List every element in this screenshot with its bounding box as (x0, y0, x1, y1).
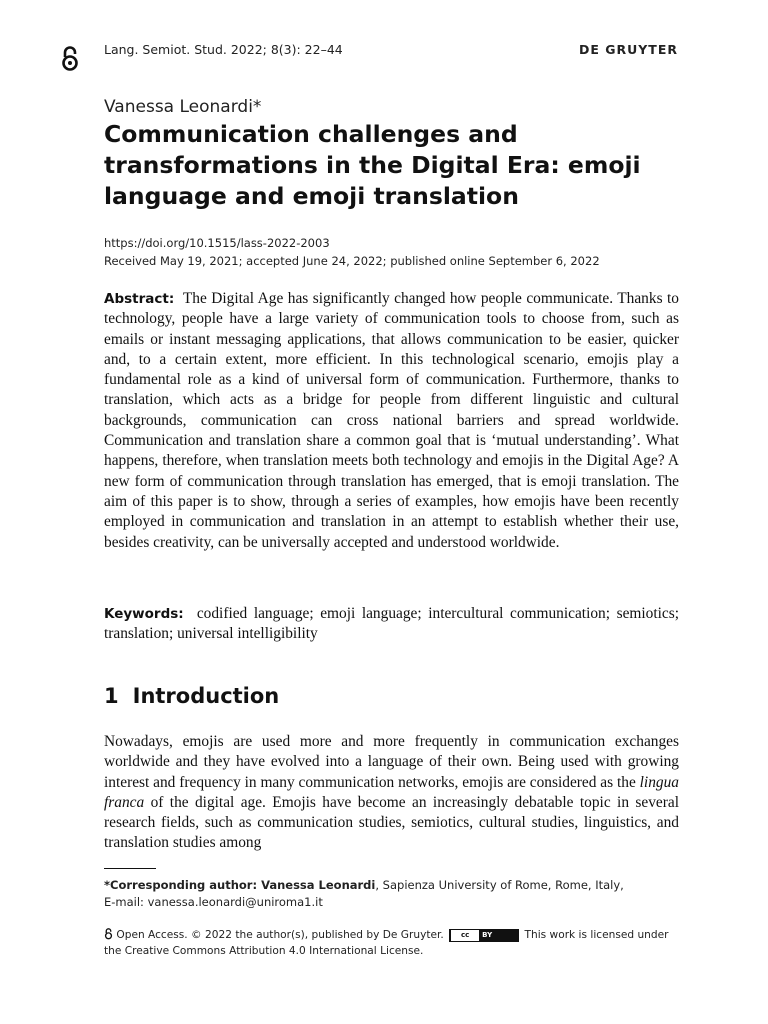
intro-text-cont: of the digital age. Emojis have become an increasingly debatable topic in several research fields, such as communication studies, semiotics, cultural studies, linguistics, and translation studies among (104, 793, 679, 852)
keywords-label: Keywords: (104, 606, 184, 622)
journal-citation: Lang. Semiot. Stud. 2022; 8(3): 22–44 (104, 42, 343, 57)
footnote-divider (104, 868, 156, 869)
section-title: Introduction (132, 684, 280, 708)
footnote-label: *Corresponding author: Vanessa Leonardi (104, 878, 376, 892)
intro-italic: lingua franca (104, 773, 679, 811)
by-mark: BY (482, 930, 493, 939)
keywords (104, 604, 679, 645)
article-title (104, 119, 694, 212)
title-line: Communication challenges and (104, 120, 518, 148)
intro-text: Nowadays, emojis are used more and more frequently in communication exchanges worldwide and they have evolved into a language of their own. Being used with growing interest and frequency in many communication networks, emojis are considered as the (104, 733, 679, 791)
doi-link[interactable]: https://doi.org/10.1515/lass-2022-2003 (104, 236, 330, 250)
publisher-name: DE GRUYTER (578, 42, 678, 57)
title-line: language and emoji translation (104, 182, 519, 210)
license-text-cont: This work is licensed under (524, 929, 669, 941)
section-heading-introduction (104, 684, 279, 708)
open-access-icon (60, 46, 80, 72)
abstract-text: The Digital Age has significantly changed how people communicate. Thanks to technology, people have a large variety of communication tools to choose from, such as emails or instant messaging applications, that allows communication to be easier, quicker and, to a certain extent, more efficient. In this technological scenario, emojis play a fundamental role as a kind of universal form of communication. Furthermore, thanks to translation, which acts as a bridge for people from different linguistic and cultural backgrounds, communication can cross national barriers and spread worldwide. Communication and translation share a common goal that is ‘mutual understanding’. What happens, therefore, when translation meets both technology and emojis in the Digital Age? A new form of communication through translation has emerged, that is emoji translation. The aim of this paper is to show, through a series of examples, how emojis have been recently employed in communication and translation in an attempt to establish whether their use, besides creativity, can be universally accepted and understood worldwide. (104, 290, 680, 551)
introduction-paragraph (104, 732, 679, 854)
article-metadata (104, 234, 600, 270)
open-access-icon-small (104, 928, 113, 940)
section-number: 1 (104, 684, 119, 708)
license-text: Open Access. © 2022 the author(s), published by De Gruyter. (116, 929, 444, 941)
article-author: Vanessa Leonardi* (104, 97, 262, 117)
license-notice (104, 927, 668, 959)
publication-dates: Received May 19, 2021; accepted June 24, 2022; published online September 6, 2022 (104, 254, 600, 268)
abstract-label: Abstract: (104, 291, 175, 307)
title-line: transformations in the Digital Era: emoji (104, 151, 641, 179)
keywords-text: codified language; emoji language; intercultural communication; semiotics; translation; universal intelligibility (104, 605, 679, 643)
footnote-affiliation: , Sapienza University of Rome, Rome, Italy, (375, 878, 624, 892)
footnote-email[interactable]: E-mail: vanessa.leonardi@uniroma1.it (104, 895, 323, 909)
cc-by-badge-icon[interactable] (449, 929, 519, 942)
license-line2[interactable]: the Creative Commons Attribution 4.0 International License. (104, 945, 424, 957)
corresponding-author-footnote (104, 877, 624, 911)
abstract (104, 289, 679, 553)
cc-mark: cc (451, 930, 479, 941)
